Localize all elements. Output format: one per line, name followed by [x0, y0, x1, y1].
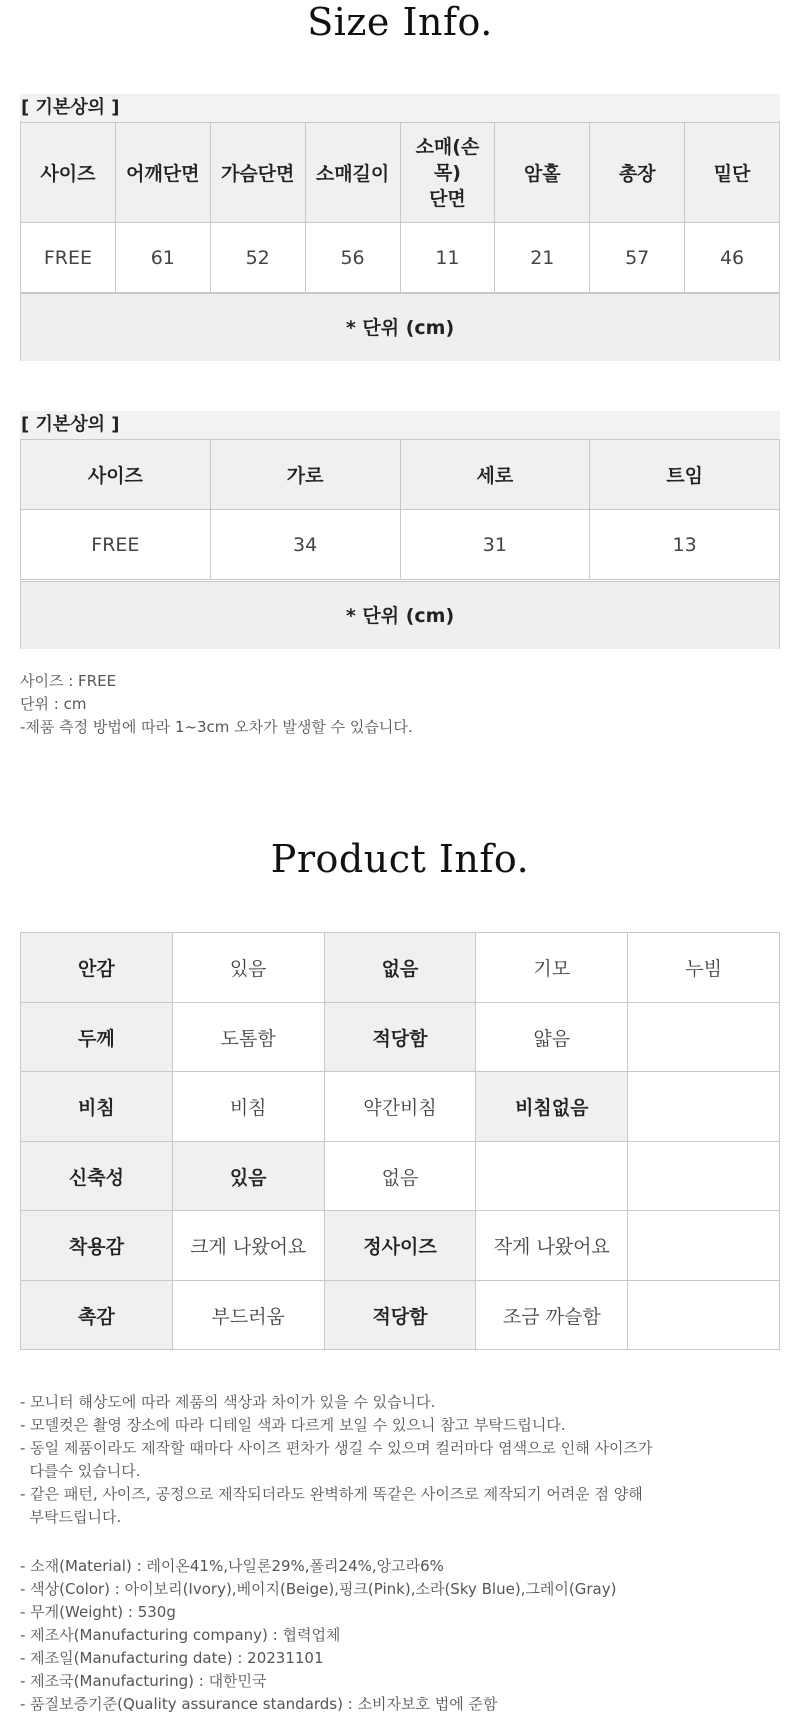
product-note-line: 부탁드립니다.	[20, 1508, 122, 1526]
spec-line: - 소재(Material) : 레이온41%,나일론29%,폴리24%,앙고라6%	[20, 1557, 444, 1575]
header-total-length: 총장	[590, 123, 685, 223]
option-cell	[628, 1211, 780, 1281]
size-table-2-unit: * 단위 (cm)	[20, 581, 780, 649]
header-width: 가로	[210, 440, 400, 510]
row-label-thickness: 두께	[21, 1003, 173, 1072]
option-cell: 얇음	[476, 1003, 628, 1072]
spec-line: - 품질보증기준(Quality assurance standards) : 소비자보호 법에 준함	[20, 1695, 498, 1712]
option-cell: 비침	[172, 1072, 324, 1142]
option-cell: 없음	[324, 1142, 476, 1211]
row-label-texture: 촉감	[21, 1281, 173, 1350]
header-cuff-width: 소매(손목) 단면	[400, 123, 495, 223]
table-row	[21, 223, 780, 293]
header-chest: 가슴단면	[210, 123, 305, 223]
size-table-1-caption: [ 기본상의 ]	[20, 94, 780, 122]
table-row	[21, 1003, 780, 1072]
header-height: 세로	[400, 440, 590, 510]
row-label-fit: 착용감	[21, 1211, 173, 1281]
table-row	[21, 1072, 780, 1142]
header-sleeve-length: 소매길이	[305, 123, 400, 223]
cell-hem: 46	[685, 223, 780, 293]
size-table-1	[20, 122, 780, 293]
option-cell	[628, 1072, 780, 1142]
header-slit: 트임	[590, 440, 780, 510]
header-armhole: 암홀	[495, 123, 590, 223]
option-cell: 약간비침	[324, 1072, 476, 1142]
cell-width: 34	[210, 510, 400, 580]
header-size: 사이즈	[21, 123, 116, 223]
option-cell	[628, 1003, 780, 1072]
product-note-line: - 같은 패턴, 사이즈, 공정으로 제작되더라도 완벽하게 똑같은 사이즈로 제작되기 어려운 점 양해	[20, 1485, 643, 1503]
size-table-2-header-row	[21, 440, 780, 510]
size-table-1-unit: * 단위 (cm)	[20, 293, 780, 361]
cell-height: 31	[400, 510, 590, 580]
cell-total-length: 57	[590, 223, 685, 293]
table-row	[21, 510, 780, 580]
row-label-sheerness: 비침	[21, 1072, 173, 1142]
product-note-line: - 모니터 해상도에 따라 제품의 색상과 차이가 있을 수 있습니다.	[20, 1393, 436, 1411]
option-cell: 적당함	[324, 1281, 476, 1350]
size-notes	[20, 670, 780, 739]
spec-line: - 색상(Color) : 아이보리(Ivory),베이지(Beige),핑크(Pink),소라(Sky Blue),그레이(Gray)	[20, 1580, 617, 1598]
product-info-table	[20, 932, 780, 1350]
option-cell: 적당함	[324, 1003, 476, 1072]
spec-line: - 무게(Weight) : 530g	[20, 1603, 176, 1621]
option-cell: 누빔	[628, 933, 780, 1003]
option-cell: 크게 나왔어요	[172, 1211, 324, 1281]
row-label-lining: 안감	[21, 933, 173, 1003]
product-specs	[20, 1555, 780, 1712]
header-size: 사이즈	[21, 440, 211, 510]
cell-armhole: 21	[495, 223, 590, 293]
option-cell: 기모	[476, 933, 628, 1003]
product-notes	[20, 1391, 780, 1529]
size-table-2	[20, 439, 780, 580]
option-cell: 비침없음	[476, 1072, 628, 1142]
option-cell: 도톰함	[172, 1003, 324, 1072]
cell-shoulder: 61	[115, 223, 210, 293]
header-shoulder: 어깨단면	[115, 123, 210, 223]
table-row	[21, 1281, 780, 1350]
option-cell: 부드러움	[172, 1281, 324, 1350]
spec-line: - 제조국(Manufacturing) : 대한민국	[20, 1672, 267, 1690]
header-hem: 밑단	[685, 123, 780, 223]
cell-cuff-width: 11	[400, 223, 495, 293]
product-note-line: - 동일 제품이라도 제작할 때마다 사이즈 편차가 생길 수 있으며 컬러마다 염색으로 인해 사이즈가	[20, 1439, 653, 1457]
cell-sleeve-length: 56	[305, 223, 400, 293]
product-note-line: - 모델컷은 촬영 장소에 따라 디테일 색과 다르게 보일 수 있으니 참고 부탁드립니다.	[20, 1416, 566, 1434]
size-table-1-header-row	[21, 123, 780, 223]
size-note-line: -제품 측정 방법에 따라 1~3cm 오차가 발생할 수 있습니다.	[20, 718, 413, 736]
cell-slit: 13	[590, 510, 780, 580]
table-row	[21, 933, 780, 1003]
table-row	[21, 1142, 780, 1211]
cell-size: FREE	[21, 223, 116, 293]
size-note-line: 단위 : cm	[20, 695, 87, 713]
option-cell	[628, 1142, 780, 1211]
option-cell: 작게 나왔어요	[476, 1211, 628, 1281]
cell-size: FREE	[21, 510, 211, 580]
spec-line: - 제조일(Manufacturing date) : 20231101	[20, 1649, 324, 1667]
option-cell: 없음	[324, 933, 476, 1003]
option-cell: 조금 까슬함	[476, 1281, 628, 1350]
option-cell	[476, 1142, 628, 1211]
cell-chest: 52	[210, 223, 305, 293]
table-row	[21, 1211, 780, 1281]
option-cell	[628, 1281, 780, 1350]
option-cell: 있음	[172, 1142, 324, 1211]
option-cell: 정사이즈	[324, 1211, 476, 1281]
spec-line: - 제조사(Manufacturing company) : 협력업체	[20, 1626, 341, 1644]
size-info-title: Size Info.	[307, 0, 493, 44]
product-note-line: 다를수 있습니다.	[20, 1462, 141, 1480]
option-cell: 있음	[172, 933, 324, 1003]
size-note-line: 사이즈 : FREE	[20, 672, 117, 690]
product-info-title: Product Info.	[270, 837, 530, 881]
row-label-stretch: 신축성	[21, 1142, 173, 1211]
size-table-2-caption: [ 기본상의 ]	[20, 411, 780, 439]
